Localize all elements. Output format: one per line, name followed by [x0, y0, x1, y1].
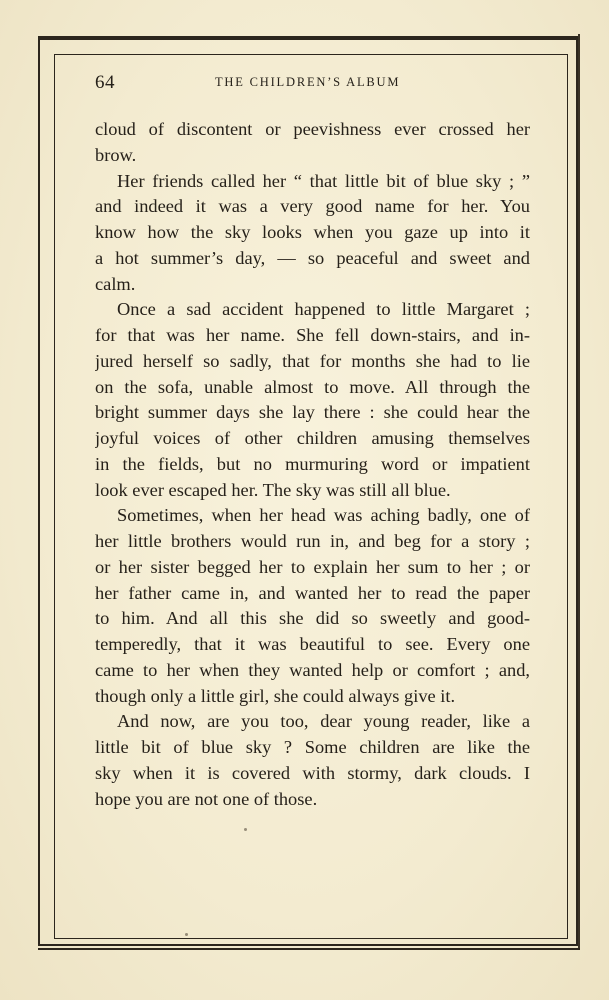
ink-speck [185, 933, 188, 936]
text-line: came to her when they wanted help or comfort ; and, [95, 659, 530, 680]
text-line: a hot summer’s day, — so peaceful and sweet and [95, 247, 530, 268]
text-line: Her friends called her “ that little bit of blue sky ; ” [117, 170, 530, 191]
text-line: to him. And all this she did so sweetly and good- [95, 608, 530, 629]
text-line: Once a sad accident happened to little Margaret ; [117, 299, 530, 320]
text-line: her little brothers would run in, and beg for a story ; [95, 531, 530, 551]
running-title: THE CHILDREN’S ALBUM [215, 75, 401, 89]
text-line: look ever escaped her. The sky was still all blue. [95, 479, 451, 500]
text-line: know how the sky looks when you gaze up into it [95, 222, 530, 242]
frame-right-rule [578, 34, 580, 948]
text-line: Sometimes, when her head was aching badly, one of [117, 505, 530, 526]
text-line: on the sofa, unable almost to move. All through the [95, 376, 530, 397]
ink-speck [244, 828, 247, 831]
text-line: calm. [95, 273, 136, 294]
body-text [95, 117, 530, 812]
frame-bottom-rule [38, 948, 580, 950]
page-header [95, 72, 535, 96]
page-number: 64 [95, 72, 115, 93]
text-line: joyful voices of other children amusing themselves [95, 428, 530, 448]
text-line: or her sister begged her to explain her sum to her ; or [95, 556, 530, 577]
text-line: for that was her name. She fell down-stairs, and in- [95, 325, 530, 345]
text-line: her father came in, and wanted her to read the paper [95, 582, 530, 603]
text-line: brow. [95, 144, 137, 165]
text-line: though only a little girl, she could always give it. [95, 685, 456, 706]
text-line: and indeed it was a very good name for her. You [95, 196, 530, 217]
text-line: hope you are not one of those. [95, 788, 318, 809]
text-line: in the fields, but no murmuring word or impatient [95, 453, 530, 474]
text-line: cloud of discontent or peevishness ever crossed her [95, 119, 530, 139]
text-line: And now, are you too, dear young reader, like a [117, 711, 530, 732]
text-line: temperedly, that it was beautiful to see. Every one [95, 634, 530, 654]
text-line: bright summer days she lay there : she could hear the [95, 402, 530, 423]
text-line: sky when it is covered with stormy, dark clouds. I [95, 762, 530, 783]
text-line: little bit of blue sky ? Some children are like the [95, 737, 530, 757]
text-line: jured herself so sadly, that for months she had to lie [95, 350, 530, 371]
